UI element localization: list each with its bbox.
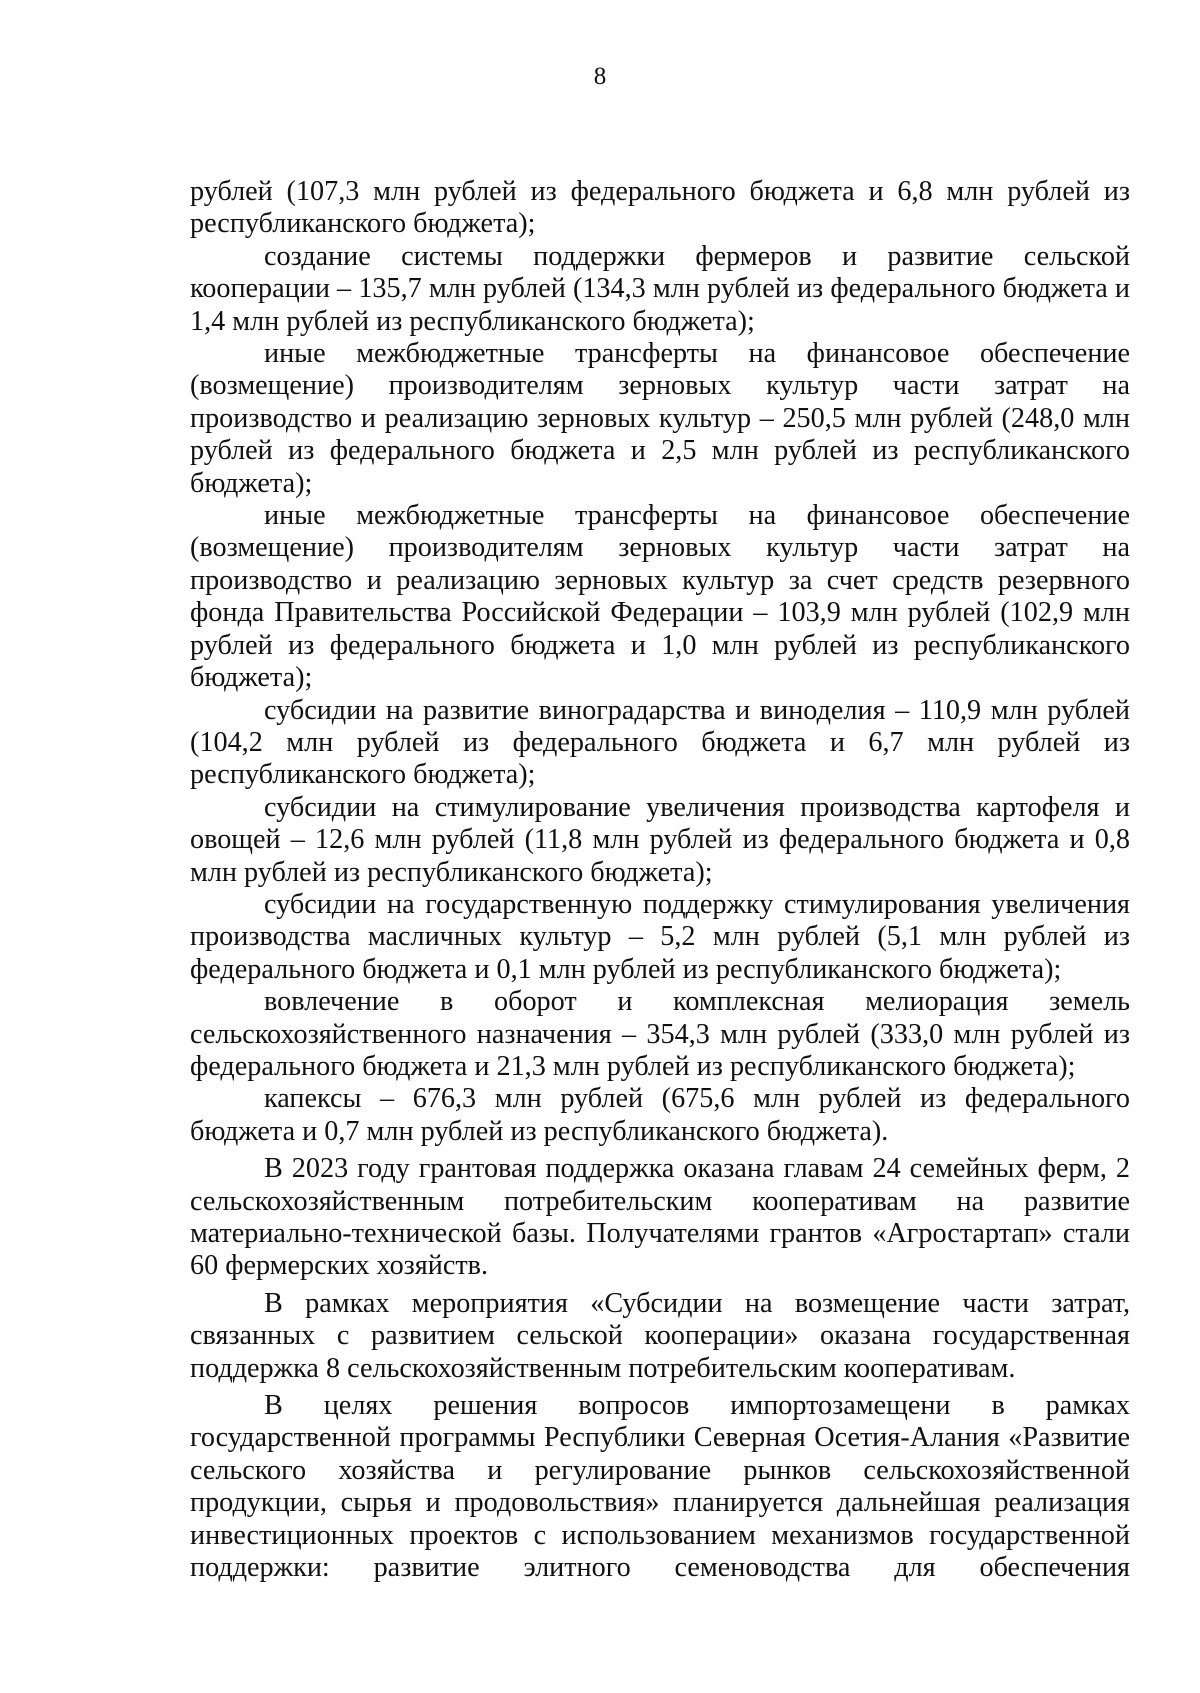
paragraph-cooperation-subsidies: В рамках мероприятия «Субсидии на возмещение части затрат, связанных с развитием сельской кооперации» оказана государственная поддержка 8 сельскохозяйственным потребительским кооперативам. (190, 1287, 1130, 1384)
paragraph-viticulture-subsidies: субсидии на развитие виноградарства и виноделия – 110,9 млн рублей (104,2 млн рублей из федерального бюджета и 6,7 млн рублей из республиканского бюджета); (190, 694, 1130, 791)
paragraph-grain-transfers: иные межбюджетные трансферты на финансовое обеспечение (возмещение) производителям зерновых культур части затрат на производство и реализацию зерновых культур – 250,5 млн рублей (248,0 млн рублей из федерального бюджета и 2,5 млн рублей из республиканского бюджета); (190, 338, 1130, 499)
paragraph-import-substitution: В целях решения вопросов импортозамещени в рамках государственной программы Республики Северная Осетия-Алания «Развитие сельского хозяйства и регулирование рынков сельскохозяйственной продукции, сырья и продовольствия» планируется дальнейшая реализация инвестиционных проектов с использованием механизмов государственной поддержки: развитие элитного семеноводства для обеспечения (190, 1390, 1130, 1584)
paragraph-grain-transfers-reserve-fund: иные межбюджетные трансферты на финансовое обеспечение (возмещение) производителям зерновых культур части затрат на производство и реализацию зерновых культур за счет средств резервного фонда Правительства Российской Федерации – 103,9 млн рублей (102,9 млн рублей из федерального бюджета и 1,0 млн рублей из республиканского бюджета); (190, 500, 1130, 694)
paragraph-continuation: рублей (107,3 млн рублей из федерального бюджета и 6,8 млн рублей из республиканского бюджета); (190, 176, 1130, 240)
paragraph-farmers-cooperation: создание системы поддержки фермеров и развитие сельской кооперации – 135,7 млн рублей (134,3 млн рублей из федерального бюджета и 1,4 млн рублей из республиканского бюджета); (190, 240, 1130, 337)
paragraph-oilseed-subsidies: субсидии на государственную поддержку стимулирования увеличения производства масличных культур – 5,2 млн рублей (5,1 млн рублей из федерального бюджета и 0,1 млн рублей из республиканского бюджета); (190, 888, 1130, 985)
paragraph-land-melioration: вовлечение в оборот и комплексная мелиорация земель сельскохозяйственного назначения – 354,3 млн рублей (333,0 млн рублей из федерального бюджета и 21,3 млн рублей из республиканского бюджета); (190, 986, 1130, 1082)
paragraph-capex: капексы – 676,3 млн рублей (675,6 млн рублей из федерального бюджета и 0,7 млн рублей из республиканского бюджета). (190, 1083, 1130, 1147)
page-number: 8 (593, 63, 607, 90)
paragraph-potato-vegetable-subsidies: субсидии на стимулирование увеличения производства картофеля и овощей – 12,6 млн рублей (11,8 млн рублей из федерального бюджета и 0,8 млн рублей из республиканского бюджета); (190, 791, 1130, 888)
document-body (190, 176, 1130, 1584)
paragraph-grant-support-2023: В 2023 году грантовая поддержка оказана главам 24 семейных ферм, 2 сельскохозяйственным потребительским кооперативам на развитие материально-технической базы. Получателями грантов «Агростартап» стали 60 фермерских хозяйств. (190, 1153, 1130, 1282)
